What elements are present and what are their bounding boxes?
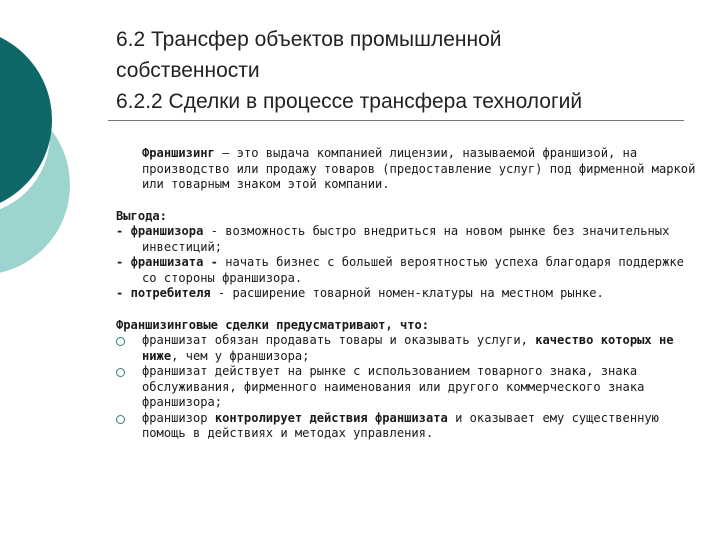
slide-body — [116, 146, 696, 442]
benefit-item-consumer: - потребителя - расширение товарной номен-клатуры на местном рынке. — [116, 286, 604, 300]
benefit-item-franchisor: - франшизора - возможность быстро внедриться на новом рынке без значительных инвестиций; — [116, 224, 670, 254]
slide-title — [116, 24, 696, 117]
title-divider — [108, 120, 684, 121]
ring-bullet-icon — [116, 415, 125, 424]
title-line-2: собственности — [116, 59, 260, 82]
benefit-term: потребителя — [130, 286, 211, 300]
benefit-heading: Выгода: — [116, 208, 167, 223]
title-line-3: 6.2.2 Сделки в процессе трансфера технологий — [116, 90, 583, 113]
deals-list-item: франшизат действует на рынке с использованием товарного знака, знака обслуживания, фирменного наименования или другого коммерческого знака франшизора; — [116, 364, 696, 411]
definition-text: — это выдача компанией лицензии, называемой франшизой, на производство или продажу товаров (предоставление услуг) под фирменной маркой или товарным знаком этой компании. — [142, 146, 696, 191]
definition-paragraph — [116, 146, 696, 193]
ring-bullet-icon — [116, 368, 125, 377]
ring-bullet-icon — [116, 337, 125, 346]
decorative-circles — [0, 0, 80, 300]
deals-list-item: франшизор контролирует действия франшизата и оказывает ему существенную помощь в действиях и методах управления. — [116, 411, 696, 442]
title-line-1: 6.2 Трансфер объектов промышленной — [116, 28, 502, 51]
deals-list-item: франшизат обязан продавать товары и оказывать услуги, качество которых не ниже, чем у франшизора; — [116, 333, 696, 364]
deals-heading: Франшизинговые сделки предусматривают, что: — [116, 317, 430, 332]
benefit-term: франшизата - — [130, 255, 218, 269]
benefit-item-franchisee: - франшизата - начать бизнес с большей вероятностью успеха благодаря поддержке со стороны франшизора. — [116, 255, 684, 285]
definition-term: Франшизинг — [142, 146, 215, 160]
benefit-term: франшизора — [130, 224, 204, 238]
